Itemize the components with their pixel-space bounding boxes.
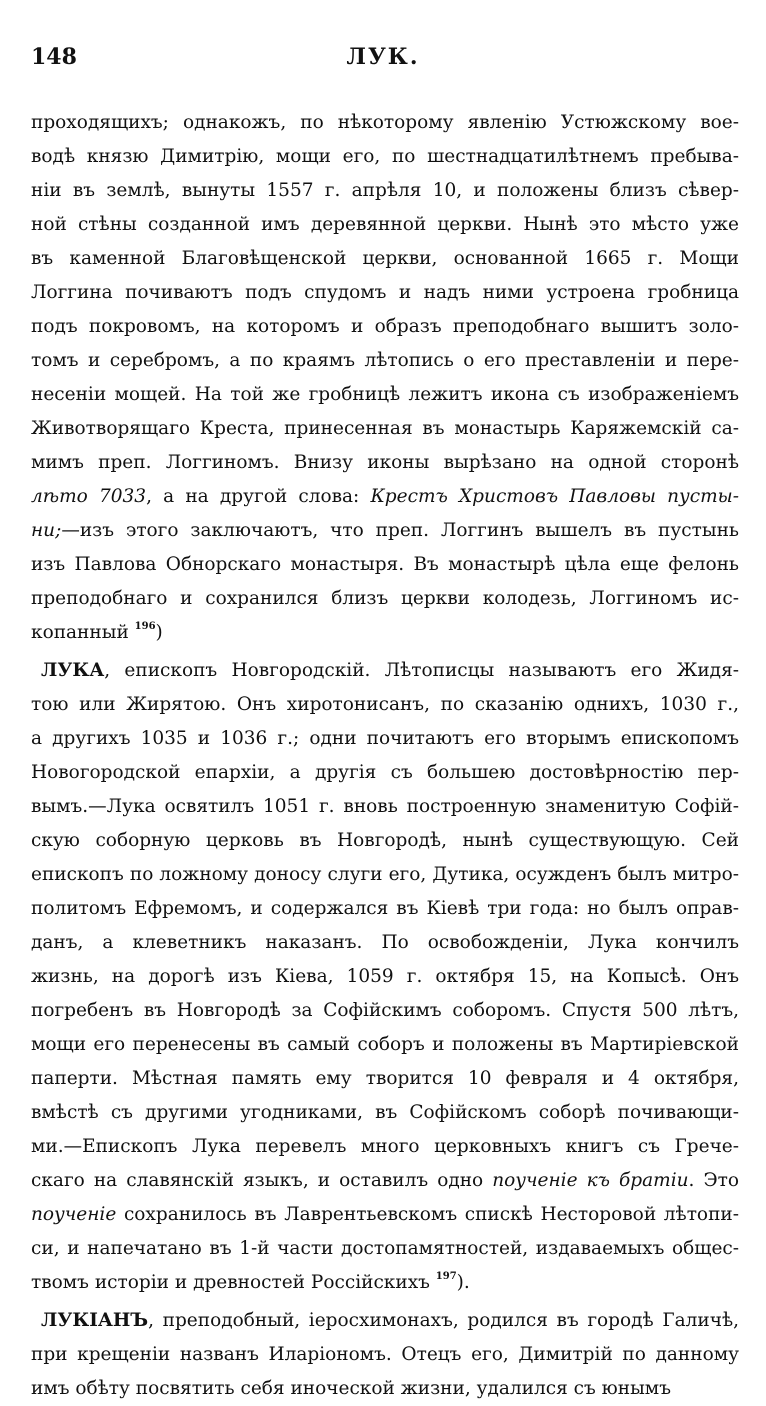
text-run: вмѣстѣ съ другими угодниками, въ Софійскомъ соборѣ почивающи- xyxy=(31,1102,739,1123)
text-line xyxy=(31,688,739,722)
text-run: при крещеніи названъ Иларіономъ. Отецъ его, Димитрій по данному xyxy=(31,1344,739,1365)
text-line xyxy=(31,616,739,650)
text-line xyxy=(31,1198,739,1232)
text-line xyxy=(31,412,739,446)
paragraph xyxy=(31,106,739,650)
text-run: Новогородской епархіи, а другія съ большею достовѣрностію пер- xyxy=(31,762,739,783)
text-line xyxy=(31,1130,739,1164)
text-run: изъ Павлова Обнорскаго монастыря. Въ монастырѣ цѣла еще фелонь xyxy=(31,554,739,575)
text-run: проходящихъ; однакожъ, по нѣкоторому явленію Устюжскому вое- xyxy=(31,112,739,133)
page-number: 148 xyxy=(31,44,77,70)
text-run: паперти. Мѣстная память ему творится 10 февраля и 4 октября, xyxy=(31,1068,739,1089)
text-run: ) xyxy=(155,622,163,643)
running-head: ЛУК. xyxy=(346,44,420,70)
text-line xyxy=(31,756,739,790)
text-run: , а на другой слова: xyxy=(146,486,371,507)
text-line xyxy=(31,208,739,242)
text-run: ). xyxy=(456,1272,470,1293)
text-line xyxy=(31,858,739,892)
paragraph xyxy=(31,1304,739,1406)
text-run: поученіе къ братіи xyxy=(492,1170,689,1191)
text-run: ной стѣны созданной имъ деревянной церкви. Нынѣ это мѣсто уже xyxy=(31,214,739,235)
text-line xyxy=(31,824,739,858)
text-line xyxy=(31,106,739,140)
text-line xyxy=(31,174,739,208)
text-run: копанный xyxy=(31,622,135,643)
text-line xyxy=(31,1232,739,1266)
text-run: мимъ преп. Логгиномъ. Внизу иконы вырѣзано на одной сторонѣ xyxy=(31,452,739,473)
text-line xyxy=(31,548,739,582)
text-run: поученіе xyxy=(31,1204,117,1225)
text-line xyxy=(31,994,739,1028)
text-run: тою или Жирятою. Онъ хиротонисанъ, по сказанію однихъ, 1030 г., xyxy=(31,694,739,715)
text-line xyxy=(31,310,739,344)
text-run: ми.—Епископъ Лука перевелъ много церковныхъ книгъ съ Грече- xyxy=(31,1136,739,1157)
text-line xyxy=(31,1062,739,1096)
text-run: а другихъ 1035 и 1036 г.; одни почитаютъ его вторымъ епископомъ xyxy=(31,728,739,749)
text-line xyxy=(31,960,739,994)
text-line xyxy=(31,1028,739,1062)
text-run: , преподобный, іеросхимонахъ, родился въ городѣ Галичѣ, xyxy=(148,1310,739,1331)
footnote-ref: 197 xyxy=(435,1271,457,1282)
text-line xyxy=(31,722,739,756)
text-run: Логгина почиваютъ подъ спудомъ и надъ ними устроена гробница xyxy=(31,282,739,303)
text-run: сохранилось въ Лаврентьевскомъ спискѣ Несторовой лѣтопи- xyxy=(116,1204,739,1225)
text-line xyxy=(31,1096,739,1130)
text-run: твомъ исторіи и древностей Россійскихъ xyxy=(31,1272,436,1293)
page-header xyxy=(31,44,735,84)
text-run: несеніи мощей. На той же гробницѣ лежитъ икона съ изображеніемъ xyxy=(31,384,739,405)
text-run: жизнь, на дорогѣ изъ Кіева, 1059 г. октября 15, на Копысѣ. Онъ xyxy=(31,966,739,987)
text-run: вымъ.—Лука освятилъ 1051 г. вновь построенную знаменитую Софій- xyxy=(31,796,739,817)
text-line xyxy=(31,1304,739,1338)
text-run: ніи въ землѣ, вынуты 1557 г. апрѣля 10, и положены близъ сѣвер- xyxy=(31,180,739,201)
text-line xyxy=(31,926,739,960)
text-run: си, и напечатано въ 1-й части достопамятностей, издаваемыхъ общес- xyxy=(31,1238,739,1259)
entry-heading: ЛУКІАНЪ xyxy=(41,1310,149,1331)
text-run: скаго на славянскій языкъ, и оставилъ одно xyxy=(31,1170,493,1191)
text-run: имъ обѣту посвятить себя иноческой жизни, удалился съ юнымъ xyxy=(31,1378,671,1399)
text-line xyxy=(31,446,739,480)
text-run: , епископъ Новгородскій. Лѣтописцы называютъ его Жидя- xyxy=(104,660,739,681)
text-run: томъ и серебромъ, а по краямъ лѣтопись о его преставленіи и пере- xyxy=(31,350,739,371)
text-line xyxy=(31,1266,739,1300)
text-line xyxy=(31,344,739,378)
text-run: водѣ князю Димитрію, мощи его, по шестнадцатилѣтнемъ пребыва- xyxy=(31,146,739,167)
paragraph xyxy=(31,654,739,1300)
text-run: скую соборную церковь въ Новгородѣ, нынѣ существующую. Сей xyxy=(31,830,739,851)
text-run: преподобнаго и сохранился близъ церкви колодезь, Логгиномъ ис- xyxy=(31,588,739,609)
text-run: мощи его перенесены въ самый соборъ и положены въ Мартиріевской xyxy=(31,1034,739,1055)
text-run: —изъ этого заключаютъ, что преп. Логгинъ вышелъ въ пустынь xyxy=(61,520,739,541)
text-line xyxy=(31,790,739,824)
text-line xyxy=(31,892,739,926)
text-run: лѣто 7033 xyxy=(31,486,147,507)
text-run: политомъ Ефремомъ, и содержался въ Кіевѣ три года: но былъ оправ- xyxy=(31,898,739,919)
text-run: погребенъ въ Новгородѣ за Софійскимъ соборомъ. Спустя 500 лѣтъ, xyxy=(31,1000,739,1021)
text-run: подъ покровомъ, на которомъ и образъ преподобнаго вышитъ золо- xyxy=(31,316,739,337)
text-line xyxy=(31,582,739,616)
text-line xyxy=(31,242,739,276)
body-text xyxy=(31,106,739,1406)
text-run: Крестъ Христовъ Павловы пусты- xyxy=(370,486,739,507)
text-line xyxy=(31,1164,739,1198)
text-run: ни; xyxy=(31,520,62,541)
text-line xyxy=(31,378,739,412)
footnote-ref: 196 xyxy=(134,621,156,632)
text-line xyxy=(31,140,739,174)
text-run: въ каменной Благовѣщенской церкви, основанной 1665 г. Мощи xyxy=(31,248,739,269)
text-line xyxy=(31,1372,739,1406)
text-run: епископъ по ложному доносу слуги его, Дутика, осужденъ былъ митро- xyxy=(31,864,739,885)
entry-heading: ЛУКА xyxy=(41,660,105,681)
text-line xyxy=(31,1338,739,1372)
text-line xyxy=(31,654,739,688)
text-run: . Это xyxy=(688,1170,739,1191)
text-line xyxy=(31,276,739,310)
text-line xyxy=(31,514,739,548)
text-line xyxy=(31,480,739,514)
text-run: Животворящаго Креста, принесенная въ монастырь Каряжемскій са- xyxy=(31,418,739,439)
text-run: данъ, а клеветникъ наказанъ. По освобожденіи, Лука кончилъ xyxy=(31,932,739,953)
